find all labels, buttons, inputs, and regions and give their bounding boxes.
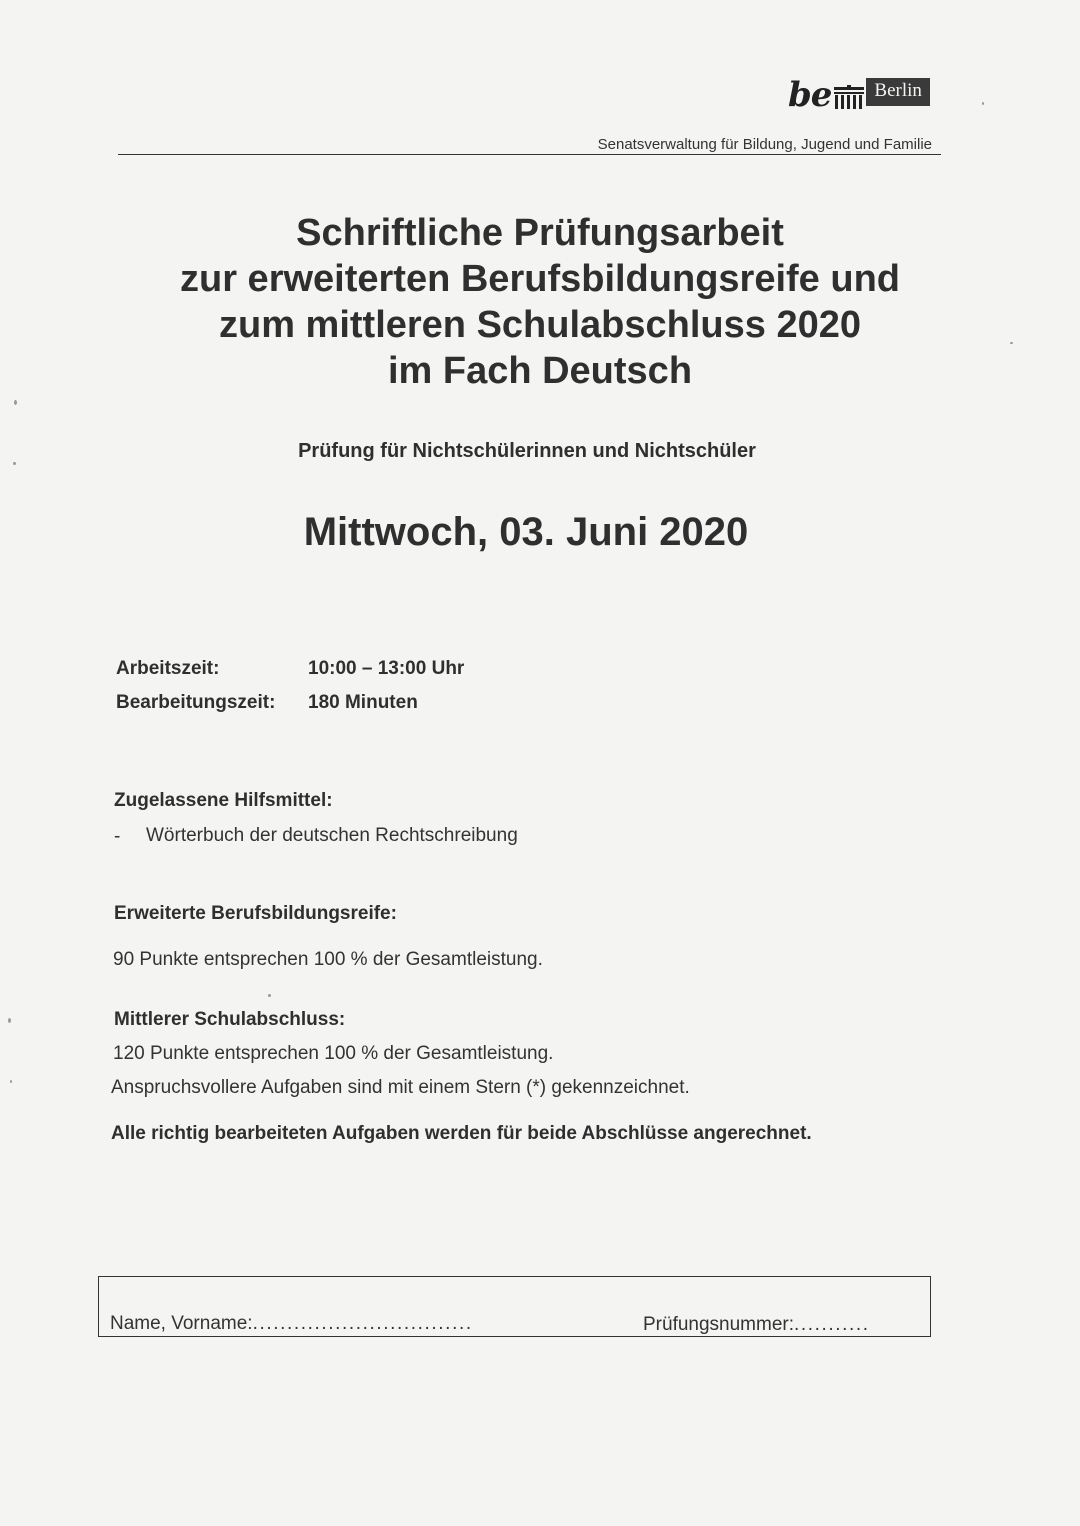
- title-line: im Fach Deutsch: [387, 350, 693, 392]
- department-name: Senatsverwaltung für Bildung, Jugend und Familie: [597, 136, 932, 153]
- logo-berlin-box: Berlin: [866, 78, 930, 106]
- candidate-form-box: [98, 1276, 931, 1337]
- work-time-value: 10:00 – 13:00 Uhr: [308, 658, 465, 679]
- timing-block: [116, 652, 464, 720]
- aids-item: Wörterbuch der deutschen Rechtschreibung: [146, 825, 518, 846]
- exam-number-label: Prüfungsnummer:: [643, 1314, 795, 1335]
- name-label: Name, Vorname:: [110, 1313, 253, 1334]
- berlin-logo: [788, 75, 930, 115]
- scan-speck: [10, 1080, 12, 1083]
- work-time-row: [116, 652, 464, 686]
- scan-speck: [268, 994, 271, 997]
- exam-number-dots: ...........: [794, 1314, 870, 1335]
- title-line: Schriftliche Prüfungsarbeit: [296, 212, 784, 254]
- exam-date: Mittwoch, 03. Juni 2020: [303, 510, 749, 554]
- scan-speck: [982, 102, 984, 105]
- aids-heading: Zugelassene Hilfsmittel:: [114, 790, 333, 811]
- exam-number-field[interactable]: [643, 1314, 870, 1336]
- document-title: [0, 210, 1080, 394]
- msa-text: 120 Punkte entsprechen 100 % der Gesamtleistung.: [113, 1043, 554, 1064]
- processing-time-row: [116, 686, 464, 720]
- closing-note: Alle richtig bearbeiteten Aufgaben werden für beide Abschlüsse angerechnet.: [111, 1123, 812, 1144]
- processing-time-label: Bearbeitungszeit:: [116, 692, 276, 713]
- scan-speck: [8, 1018, 11, 1023]
- aids-bullet: -: [114, 826, 121, 847]
- name-dots: ................................: [252, 1313, 473, 1334]
- scan-speck: [14, 400, 17, 405]
- brandenburg-gate-icon: [833, 85, 865, 109]
- title-line: zum mittleren Schulabschluss 2020: [218, 304, 861, 346]
- ebbr-text: 90 Punkte entsprechen 100 % der Gesamtleistung.: [113, 949, 543, 970]
- logo-be-text: be: [788, 75, 832, 115]
- exam-subtitle: Prüfung für Nichtschülerinnen und Nichtschüler: [298, 440, 756, 462]
- ebbr-heading: Erweiterte Berufsbildungsreife:: [114, 903, 397, 924]
- msa-note: Anspruchsvollere Aufgaben sind mit einem Stern (*) gekennzeichnet.: [111, 1077, 690, 1098]
- work-time-label: Arbeitszeit:: [116, 658, 220, 679]
- processing-time-value: 180 Minuten: [308, 692, 418, 713]
- title-line: zur erweiterten Berufsbildungsreife und: [180, 258, 900, 300]
- msa-heading: Mittlerer Schulabschluss:: [114, 1009, 346, 1030]
- name-field[interactable]: [110, 1313, 473, 1335]
- header-divider: [118, 154, 941, 155]
